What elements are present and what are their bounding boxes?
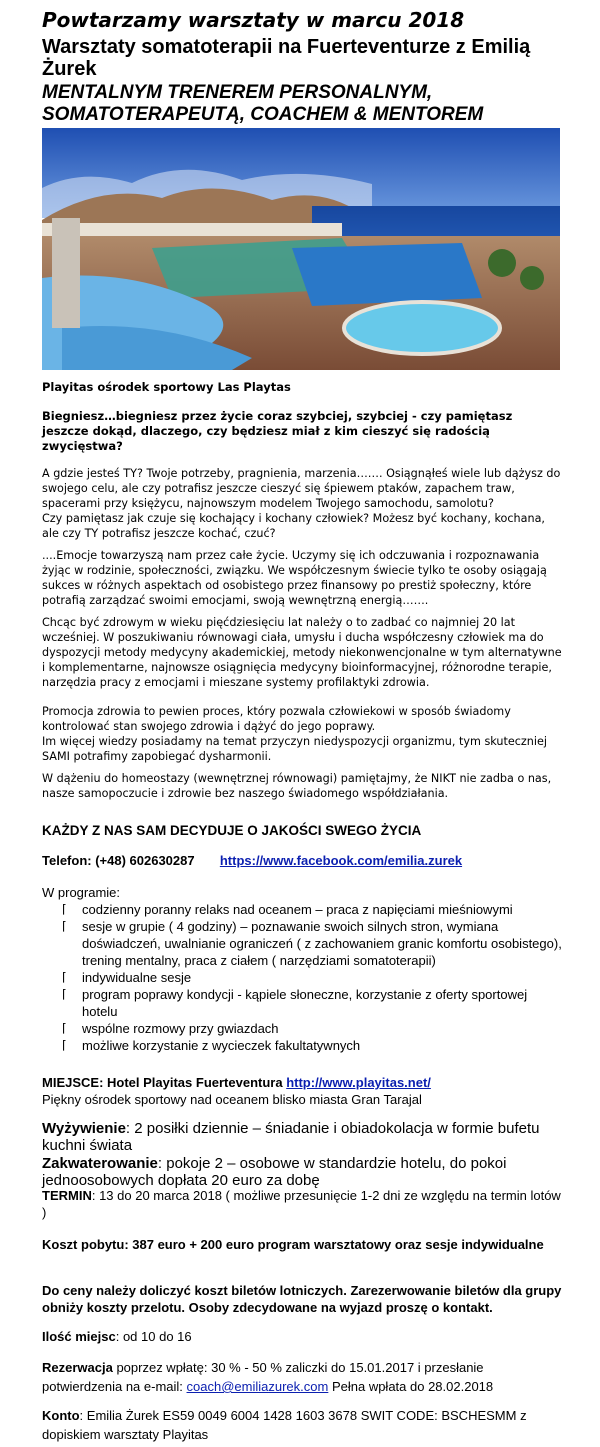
bullet-icon: ⌈ [62, 987, 67, 1001]
email-link[interactable]: coach@emiliazurek.com [186, 1379, 329, 1394]
account-label: Konto [42, 1408, 80, 1423]
reservation-label: Rezerwacja [42, 1360, 113, 1375]
term-info [42, 1187, 562, 1221]
palm-2 [520, 266, 544, 290]
seats-label: Ilość miejsc [42, 1329, 116, 1344]
program-item: ⌈ indywidualne sesje [62, 970, 192, 985]
program-item: ⌈ możliwe korzystanie z wycieczek fakultatywnych [62, 1038, 361, 1053]
bullet-icon: ⌈ [62, 919, 67, 933]
lead-question: Biegniesz…biegniesz przez życie coraz szybciej, szybciej - czy pamiętasz jeszcze dokąd, dlaczego, czy będziesz miał z kim cieszyć się radością zwycięstwa? [42, 409, 513, 453]
board-info [42, 1120, 562, 1154]
reservation-info [42, 1358, 562, 1396]
header-announcement: Powtarzamy warsztaty w marcu 2018 [42, 8, 465, 32]
header-subtitle: MENTALNYM TRENEREM PERSONALNYM, SOMATOTERAPEUTĄ, COACHEM & MENTOREM [42, 82, 484, 125]
reservation-text-2: Pełna wpłata do 28.02.2018 [328, 1379, 494, 1394]
phone-number: Telefon: (+48) 602630287 [42, 853, 195, 868]
seats-text: : od 10 do 16 [115, 1329, 192, 1344]
photo-caption: Playitas ośrodek sportowy Las Playtas [42, 380, 291, 394]
paragraph-2: ....Emocje towarzyszą nam przez całe życie. Uczymy się ich odczuwania i rozpoznawania żyjąc w rodzinie, społeczności, związku. We współczesnym świecie tylko te osoby osiągają sukces w różnych aspektach od osobistego przez finansowy po prestiż społeczny, które potrafią zarządzać swoimi emocjami, swoją wewnętrzną energią……. [42, 549, 547, 607]
bullet-icon: ⌈ [62, 902, 67, 916]
paragraph-4: Promocja zdrowia to pewien proces, który pozwala człowiekowi w sposób świadomy kontrolować stan swojego zdrowia i dążyć do jego poprawy. Im więcej wiedzy posiadamy na temat przyczyn niedyspozycji organizmu, tym skuteczniej SAMI potrafimy zapobiegać dysharmonii. [42, 705, 547, 763]
playitas-link[interactable]: http://www.playitas.net/ [286, 1075, 431, 1090]
flights-note: Do ceny należy doliczyć koszt biletów lotniczych. Zarezerwowanie biletów dla grupy obniży koszty przelotu. Osoby zdecydowane na wyjazd proszę o kontakt. [42, 1283, 562, 1315]
reservation-text-1: poprzez wpłatę: 30 % - 50 % zaliczki do 15.01.2017 i przesłanie potwierdzenia na e-mail: [42, 1360, 484, 1394]
place-label: MIEJSCE: Hotel Playitas Fuerteventura [42, 1075, 283, 1090]
paragraph-1: A gdzie jesteś TY? Twoje potrzeby, pragnienia, marzenia……. Osiągnąłeś wiele lub dążysz do swojego celu, ale czy potrafisz jeszcze cieszyć się śpiewem ptaków, zapachem traw, spacerami przy księżycu, najnowszym modelem Twojego samochodu, samolotu? Czy pamiętasz jak czuje się kochający i kochany człowiek? Możesz być kochany, kochana, ale czy TY potrafisz jeszcze kochać, czuć? [42, 467, 561, 540]
program-item: ⌈ program poprawy kondycji - kąpiele słoneczne, korzystanie z oferty sportowej hotelu [62, 987, 528, 1019]
place-description: Piękny ośrodek sportowy nad oceanem blisko miasta Gran Tarajal [42, 1092, 422, 1107]
seats-info [42, 1328, 562, 1345]
program-item: ⌈ sesje w grupie ( 4 godziny) – poznawanie swoich silnych stron, wymiana doświadczeń, uwalnianie ograniczeń ( z zachowaniem granic komfortu osobistego), trening mentalny, praca z ciałem ( narzędziami somatoterapii) [62, 919, 562, 968]
contact-line [42, 852, 562, 869]
lodging-info [42, 1155, 562, 1189]
program-title: W programie: [42, 885, 121, 900]
board-text: : 2 posiłki dziennie – śniadanie i obiadokolacja w formie bufetu kuchni świata [42, 1120, 540, 1154]
account-text: : Emilia Żurek ES59 0049 6004 1428 1603 3678 SWIT CODE: BSCHESMM z dopiskiem warsztaty Playitas [42, 1408, 527, 1442]
lodging-text: : pokoje 2 – osobowe w standardzie hotelu, do pokoi jednoosobowych dopłata 20 euro za dobę [42, 1155, 507, 1189]
tennis-court-blue [292, 243, 482, 306]
paragraph-5: W dążeniu do homeostazy (wewnętrznej równowagi) pamiętajmy, że NIKT nie zadba o nas, nasze samopoczucie i zdrowie bez naszego świadomego współdziałania. [42, 772, 552, 800]
bullet-icon: ⌈ [62, 970, 67, 984]
cost-info: Koszt pobytu: 387 euro + 200 euro program warsztatowy oraz sesje indywidualne [42, 1237, 544, 1252]
program-section [42, 884, 562, 1054]
bullet-icon: ⌈ [62, 1021, 67, 1035]
program-item: ⌈ codzienny poranny relaks nad oceanem – praca z napięciami mieśniowymi [62, 902, 513, 917]
place-section [42, 1074, 562, 1108]
resort-illustration [42, 128, 560, 370]
term-label: TERMIN [42, 1188, 92, 1203]
lodging-label: Zakwaterowanie [42, 1155, 158, 1172]
motto: KAŻDY Z NAS SAM DECYDUJE O JAKOŚCI SWEGO ŻYCIA [42, 823, 422, 838]
bullet-icon: ⌈ [62, 1038, 67, 1052]
account-info [42, 1406, 562, 1444]
palm-1 [488, 249, 516, 277]
facebook-link[interactable]: https://www.facebook.com/emilia.zurek [219, 853, 463, 868]
program-list [42, 901, 562, 1054]
term-text: : 13 do 20 marca 2018 ( możliwe przesunięcie 1-2 dni ze względu na termin lotów ) [42, 1188, 561, 1220]
header-title: Warsztaty somatoterapii na Fuerteventurze z Emilią Żurek [42, 36, 531, 80]
tower [52, 218, 80, 328]
board-label: Wyżywienie [42, 1120, 126, 1137]
paragraph-3: Chcąc być zdrowym w wieku pięćdziesięciu lat należy o to zadbać co najmniej 20 lat wcześniej. W poszukiwaniu równowagi ciała, umysłu i ducha współczesny człowiek ma do dyspozycji metody medycyny akademickiej, metody niekonwencjonalne w tym alternatywne i komplementarne, najnowsze osiągnięcia medycyny bioinformacyjnej, różnorodne terapie, narzędzia pracy z emocjami i mieszane systemy profilaktyki zdrowia. [42, 616, 562, 689]
program-item: ⌈ wspólne rozmowy przy gwiazdach [62, 1021, 279, 1036]
hero-photo [42, 128, 560, 370]
